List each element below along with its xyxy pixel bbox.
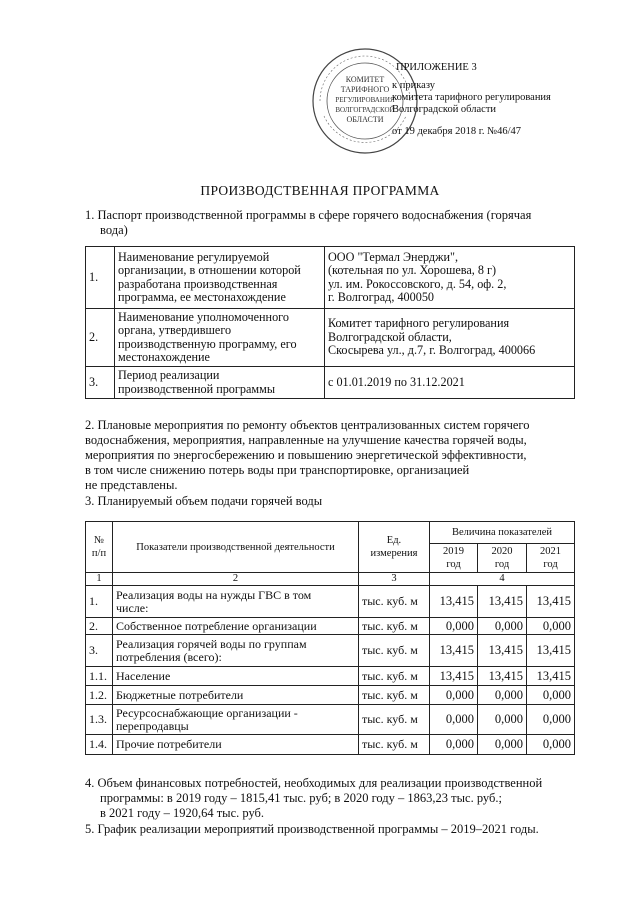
row-unit: тыс. куб. м bbox=[359, 735, 430, 755]
header-text: 2021 bbox=[540, 546, 561, 557]
label-line: местонахождение bbox=[118, 350, 210, 364]
passport-row bbox=[86, 247, 575, 309]
volume-table bbox=[85, 521, 575, 755]
row-value: 0,000 bbox=[430, 705, 478, 735]
section-5-paragraph: 5. График реализации мероприятий производственной программы – 2019–2021 годы. bbox=[85, 822, 539, 836]
row-num: 1.1. bbox=[86, 667, 113, 686]
header-text: п/п bbox=[91, 548, 107, 559]
value-line: Волгоградской области, bbox=[328, 329, 452, 344]
row-value: 13,415 bbox=[527, 667, 575, 686]
table-row bbox=[86, 586, 575, 618]
section-1-heading bbox=[85, 208, 575, 238]
section-1-line: 1. Паспорт производственной программы в сфере горячего водоснабжения (горячая bbox=[85, 208, 532, 222]
passport-row-value bbox=[325, 247, 575, 309]
row-num: 2. bbox=[86, 618, 113, 635]
row-name bbox=[113, 586, 359, 618]
row-name bbox=[113, 705, 359, 735]
col-unit-header bbox=[359, 522, 430, 573]
passport-row-value bbox=[325, 309, 575, 367]
row-name bbox=[113, 635, 359, 667]
section-3-heading: 3. Планируемый объем подачи горячей воды bbox=[85, 494, 323, 508]
row-value: 13,415 bbox=[430, 586, 478, 618]
row-num: 1.2. bbox=[86, 686, 113, 705]
label-line: производственной программы bbox=[118, 381, 276, 396]
row-value: 0,000 bbox=[430, 735, 478, 755]
row-value: 13,415 bbox=[527, 635, 575, 667]
header-text: год bbox=[543, 559, 558, 570]
table-row bbox=[86, 735, 575, 755]
section-4-paragraph bbox=[85, 776, 575, 821]
row-value: 0,000 bbox=[527, 618, 575, 635]
row-unit: тыс. куб. м bbox=[359, 618, 430, 635]
page-title: ПРОИЗВОДСТВЕННАЯ ПРОГРАММА bbox=[200, 183, 440, 198]
header-text: Ед. bbox=[386, 535, 402, 546]
row-value: 0,000 bbox=[478, 705, 527, 735]
passport-row-num: 1. bbox=[86, 247, 115, 309]
stamp-line: ВОЛГОГРАДСКОЙ bbox=[335, 106, 395, 114]
row-value: 13,415 bbox=[527, 586, 575, 618]
appendix-label: ПРИЛОЖЕНИЕ 3 bbox=[396, 62, 477, 73]
col-num-header bbox=[86, 522, 113, 573]
section-1-line: вода) bbox=[100, 223, 128, 237]
row-name-line: Реализация горячей воды по группам bbox=[116, 636, 307, 651]
label-line: программа, ее местонахождение bbox=[118, 290, 286, 304]
passport-row-label bbox=[115, 247, 325, 309]
row-value: 13,415 bbox=[430, 667, 478, 686]
header-text: измерения bbox=[370, 548, 418, 559]
row-name-line: Ресурсоснабжающие организации - bbox=[116, 705, 298, 720]
passport-row-num: 2. bbox=[86, 309, 115, 367]
index-cell: 2 bbox=[113, 573, 359, 586]
table-row bbox=[86, 618, 575, 635]
label-line: организации, в отношении которой bbox=[118, 263, 301, 277]
row-value: 13,415 bbox=[430, 635, 478, 667]
row-name: Население bbox=[113, 667, 359, 686]
index-cell: 1 bbox=[86, 573, 113, 586]
label-line: разработана производственная bbox=[118, 276, 278, 291]
row-name: Бюджетные потребители bbox=[113, 686, 359, 705]
passport-row-value bbox=[325, 367, 575, 399]
stamp-line: РЕГУЛИРОВАНИЯ bbox=[335, 96, 395, 104]
section-2-line: не представлены. bbox=[85, 478, 178, 492]
index-row bbox=[86, 573, 575, 586]
section-4-line: программы: в 2019 году – 1815,41 тыс. руб; в 2020 году – 1863,23 тыс. руб.; bbox=[100, 791, 502, 805]
row-value: 0,000 bbox=[478, 618, 527, 635]
value-line: ул. им. Рокоссовского, д. 54, оф. 2, bbox=[328, 276, 507, 291]
row-name-line: числе: bbox=[116, 600, 149, 615]
row-name: Собственное потребление организации bbox=[113, 618, 359, 635]
value-line: ООО "Термал Энерджи", bbox=[328, 249, 459, 264]
value-line: г. Волгоград, 400050 bbox=[328, 290, 435, 304]
passport-row bbox=[86, 309, 575, 367]
table-row bbox=[86, 635, 575, 667]
row-value: 0,000 bbox=[527, 705, 575, 735]
label-line: Наименование уполномоченного bbox=[118, 309, 289, 324]
stamp-line: ОБЛАСТИ bbox=[346, 115, 384, 124]
passport-table bbox=[85, 246, 575, 399]
row-unit: тыс. куб. м bbox=[359, 586, 430, 618]
year-header bbox=[430, 544, 478, 573]
row-name-line: Реализация воды на нужды ГВС в том bbox=[116, 587, 312, 602]
label-line: Период реализации bbox=[118, 368, 220, 382]
year-header bbox=[527, 544, 575, 573]
row-num: 1.4. bbox=[86, 735, 113, 755]
col-values-header: Величина показателей bbox=[430, 522, 575, 544]
section-2-line: мероприятия по энергосбережению и повышению энергетической эффективности, bbox=[85, 448, 527, 462]
section-2-line: в том числе снижению потерь воды при транспортировке, организацией bbox=[85, 463, 470, 477]
row-num: 1.3. bbox=[86, 705, 113, 735]
stamp-line: ТАРИФНОГО bbox=[340, 85, 390, 94]
header-text: № bbox=[93, 535, 105, 546]
row-num: 3. bbox=[86, 635, 113, 667]
row-value: 0,000 bbox=[478, 735, 527, 755]
row-value: 13,415 bbox=[478, 586, 527, 618]
table-row bbox=[86, 705, 575, 735]
table-row bbox=[86, 667, 575, 686]
row-name: Прочие потребители bbox=[113, 735, 359, 755]
value-line: Скосырева ул., д.7, г. Волгоград, 400066 bbox=[328, 343, 536, 358]
order-date: от 19 декабря 2018 г. №46/47 bbox=[392, 126, 522, 137]
header-text: год bbox=[494, 559, 510, 570]
label-line: производственную программу, его bbox=[118, 336, 297, 351]
row-value: 0,000 bbox=[478, 686, 527, 705]
label-line: органа, утвердившего bbox=[118, 323, 232, 337]
row-unit: тыс. куб. м bbox=[359, 667, 430, 686]
index-cell: 4 bbox=[430, 573, 575, 586]
header-text: год bbox=[446, 559, 461, 570]
passport-row-label bbox=[115, 367, 325, 399]
table-header-row bbox=[86, 522, 575, 544]
row-name-line: перепродавцы bbox=[116, 718, 189, 733]
row-value: 13,415 bbox=[478, 667, 527, 686]
section-2-line: 2. Плановые мероприятия по ремонту объектов централизованных систем горячего bbox=[85, 418, 530, 432]
row-value: 0,000 bbox=[430, 618, 478, 635]
committee-label: комитета тарифного регулирования bbox=[392, 92, 551, 103]
section-4-line: 4. Объем финансовых потребностей, необходимых для реализации производственной bbox=[85, 776, 543, 790]
col-indicator-header: Показатели производственной деятельности bbox=[113, 522, 359, 573]
year-header bbox=[478, 544, 527, 573]
label-line: Наименование регулируемой bbox=[118, 249, 270, 264]
stamp-line: КОМИТЕТ bbox=[345, 75, 385, 84]
row-unit: тыс. куб. м bbox=[359, 705, 430, 735]
row-unit: тыс. куб. м bbox=[359, 635, 430, 667]
index-cell: 3 bbox=[359, 573, 430, 586]
section-4-line: в 2021 году – 1920,64 тыс. руб. bbox=[100, 806, 265, 820]
value-line: Комитет тарифного регулирования bbox=[328, 316, 510, 331]
region-label: Волгоградской области bbox=[392, 104, 497, 115]
order-label: к приказу bbox=[392, 80, 435, 91]
row-value: 0,000 bbox=[430, 686, 478, 705]
row-value: 0,000 bbox=[527, 686, 575, 705]
header-text: 2020 bbox=[491, 546, 513, 557]
passport-row bbox=[86, 367, 575, 399]
passport-row-label bbox=[115, 309, 325, 367]
row-num: 1. bbox=[86, 586, 113, 618]
section-2-paragraph bbox=[85, 418, 575, 493]
value-line: (котельная по ул. Хорошева, 8 г) bbox=[328, 263, 497, 277]
value-line: с 01.01.2019 по 31.12.2021 bbox=[328, 374, 465, 389]
row-unit: тыс. куб. м bbox=[359, 686, 430, 705]
row-value: 13,415 bbox=[478, 635, 527, 667]
row-value: 0,000 bbox=[527, 735, 575, 755]
passport-row-num: 3. bbox=[86, 367, 115, 399]
table-row bbox=[86, 686, 575, 705]
section-2-line: водоснабжения, мероприятия, направленные на улучшение качества горячей воды, bbox=[85, 433, 527, 447]
header-text: 2019 bbox=[443, 546, 464, 557]
row-name-line: потребления (всего): bbox=[116, 649, 222, 664]
